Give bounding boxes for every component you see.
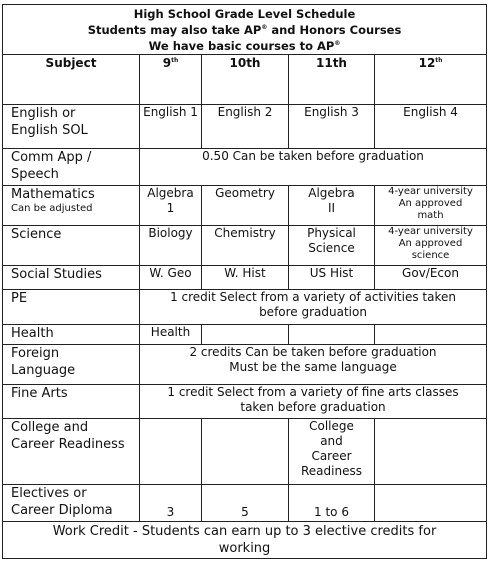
cell-english-11: English 3	[289, 104, 375, 148]
cell-college-12	[375, 418, 487, 484]
table-row	[3, 484, 487, 521]
subject-pe: PE	[3, 289, 140, 324]
table-row	[3, 185, 487, 225]
cell-math-12: 4-year university An approved math	[375, 185, 487, 225]
subject-social-studies: Social Studies	[3, 265, 140, 289]
table-row	[3, 225, 487, 265]
schedule-sheet	[2, 4, 486, 559]
schedule-table	[2, 4, 487, 559]
table-title	[3, 5, 487, 55]
cell-science-12: 4-year university An approved science	[375, 225, 487, 265]
cell-health-12	[375, 324, 487, 344]
subject-english: English or English SOL	[3, 104, 140, 148]
table-row	[3, 148, 487, 185]
subject-foreign-language: Foreign Language	[3, 344, 140, 384]
cell-health-10	[202, 324, 289, 344]
cell-science-10: Chemistry	[202, 225, 289, 265]
column-header-11th: 11th	[289, 54, 375, 104]
cell-social-10: W. Hist	[202, 265, 289, 289]
table-row	[3, 344, 487, 384]
title-line-2: Students may also take AP® and Honors Courses	[87, 22, 402, 37]
table-row	[3, 104, 487, 148]
work-credit-note: Work Credit - Students can earn up to 3 elective credits for working	[3, 521, 487, 558]
cell-health-11	[289, 324, 375, 344]
cell-social-9: W. Geo	[140, 265, 202, 289]
cell-pe-span: 1 credit Select from a variety of activities taken before graduation	[140, 289, 487, 324]
cell-english-12: English 4	[375, 104, 487, 148]
cell-science-9: Biology	[140, 225, 202, 265]
cell-electives-12	[375, 484, 487, 521]
subject-health: Health	[3, 324, 140, 344]
column-header-row	[3, 54, 487, 104]
subject-mathematics: Mathematics Can be adjusted	[3, 185, 140, 225]
table-row	[3, 418, 487, 484]
cell-math-9: Algebra 1	[140, 185, 202, 225]
cell-college-9	[140, 418, 202, 484]
subject-comm-app: Comm App / Speech	[3, 148, 140, 185]
column-header-10th: 10th	[202, 54, 289, 104]
cell-science-11: Physical Science	[289, 225, 375, 265]
cell-foreign-span: 2 credits Can be taken before graduation Must be the same language	[140, 344, 487, 384]
subject-electives: Electives or Career Diploma	[3, 484, 140, 521]
table-row	[3, 289, 487, 324]
subject-science: Science	[3, 225, 140, 265]
cell-english-9: English 1	[140, 104, 202, 148]
title-line-1: High School Grade Level Schedule	[133, 7, 356, 21]
column-header-subject: Subject	[3, 54, 140, 104]
cell-electives-10: 5	[202, 484, 289, 521]
cell-comm-app-span: 0.50 Can be taken before graduation	[140, 148, 487, 185]
cell-fine-arts-span: 1 credit Select from a variety of fine arts classes taken before graduation	[140, 384, 487, 418]
cell-math-11: Algebra II	[289, 185, 375, 225]
table-row	[3, 265, 487, 289]
table-row	[3, 324, 487, 344]
cell-english-10: English 2	[202, 104, 289, 148]
cell-college-11: College and Career Readiness	[289, 418, 375, 484]
subject-fine-arts: Fine Arts	[3, 384, 140, 418]
column-header-9th: 9th	[140, 54, 202, 104]
title-row	[3, 5, 487, 55]
cell-electives-9: 3	[140, 484, 202, 521]
cell-social-12: Gov/Econ	[375, 265, 487, 289]
title-line-3: We have basic courses to AP®	[148, 38, 341, 53]
table-row	[3, 384, 487, 418]
cell-math-10: Geometry	[202, 185, 289, 225]
cell-electives-11: 1 to 6	[289, 484, 375, 521]
cell-college-10	[202, 418, 289, 484]
subject-college-career: College and Career Readiness	[3, 418, 140, 484]
table-row	[3, 521, 487, 558]
cell-health-9: Health	[140, 324, 202, 344]
column-header-12th: 12th	[375, 54, 487, 104]
cell-social-11: US Hist	[289, 265, 375, 289]
